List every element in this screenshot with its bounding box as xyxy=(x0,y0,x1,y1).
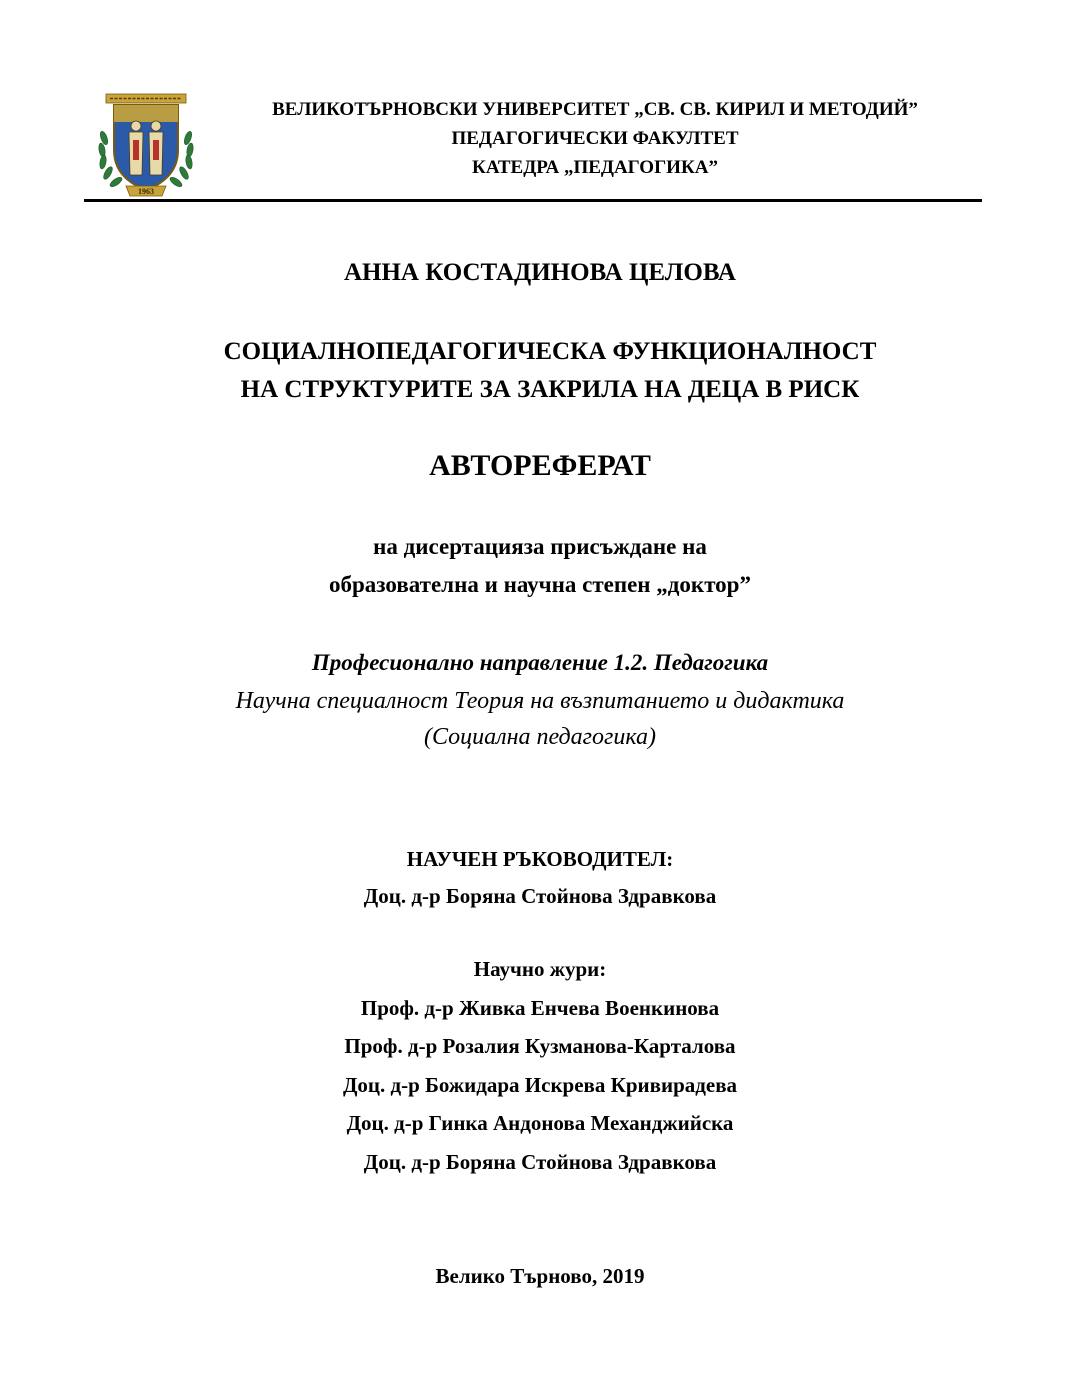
degree-line: образователна и научна степен „доктор” xyxy=(329,572,751,597)
author-name: АННА КОСТАДИНОВА ЦЕЛОВА xyxy=(343,259,736,286)
place-and-year: Велико Търново, 2019 xyxy=(435,1264,645,1288)
jury-member: Проф. д-р Розалия Кузманова-Карталова xyxy=(344,1034,736,1058)
header-divider xyxy=(84,199,982,202)
document-type: АВТОРЕФЕРАТ xyxy=(429,449,651,482)
faculty-name: ПЕДАГОГИЧЕСКИ ФАКУЛТЕТ xyxy=(451,128,739,149)
jury-section xyxy=(0,950,1080,1181)
degree-line: на дисертацияза присъждане на xyxy=(373,534,707,559)
professional-field: Професионално направление 1.2. Педагогика xyxy=(311,650,769,675)
jury-member: Проф. д-р Живка Енчева Военкинова xyxy=(360,995,720,1020)
jury-label: Научно жури: xyxy=(473,957,607,981)
jury-member: Доц. д-р Божидара Искрева Кривирадева xyxy=(342,1072,738,1097)
jury-member: Доц. д-р Боряна Стойнова Здравкова xyxy=(363,1149,717,1174)
specialty-line: (Социална педагогика) xyxy=(423,724,657,750)
university-crest-logo xyxy=(96,90,196,200)
crest-year-text: 1963 xyxy=(138,187,154,196)
university-name: ВЕЛИКОТЪРНОВСКИ УНИВЕРСИТЕТ „СВ. СВ. КИРИЛ И МЕТОДИЙ” xyxy=(272,99,918,120)
institution-header xyxy=(215,95,975,182)
department-name: КАТЕДРА „ПЕДАГОГИКА” xyxy=(472,157,718,178)
specialty-line: Научна специалност Теория на възпитанието и дидактика xyxy=(235,688,845,714)
dissertation-title xyxy=(10,333,1080,409)
supervisor-label: НАУЧЕН РЪКОВОДИТЕЛ: xyxy=(406,847,674,871)
jury-member: Доц. д-р Гинка Андонова Механджийска xyxy=(346,1111,734,1135)
scientific-specialty xyxy=(0,683,1080,755)
title-line: СОЦИАЛНОПЕДАГОГИЧЕСКА ФУНКЦИОНАЛНОСТ xyxy=(223,338,877,365)
degree-statement xyxy=(0,528,1080,604)
supervisor-name: Доц. д-р Боряна Стойнова Здравкова xyxy=(363,884,717,908)
title-line: НА СТРУКТУРИТЕ ЗА ЗАКРИЛА НА ДЕЦА В РИСК xyxy=(240,376,860,403)
